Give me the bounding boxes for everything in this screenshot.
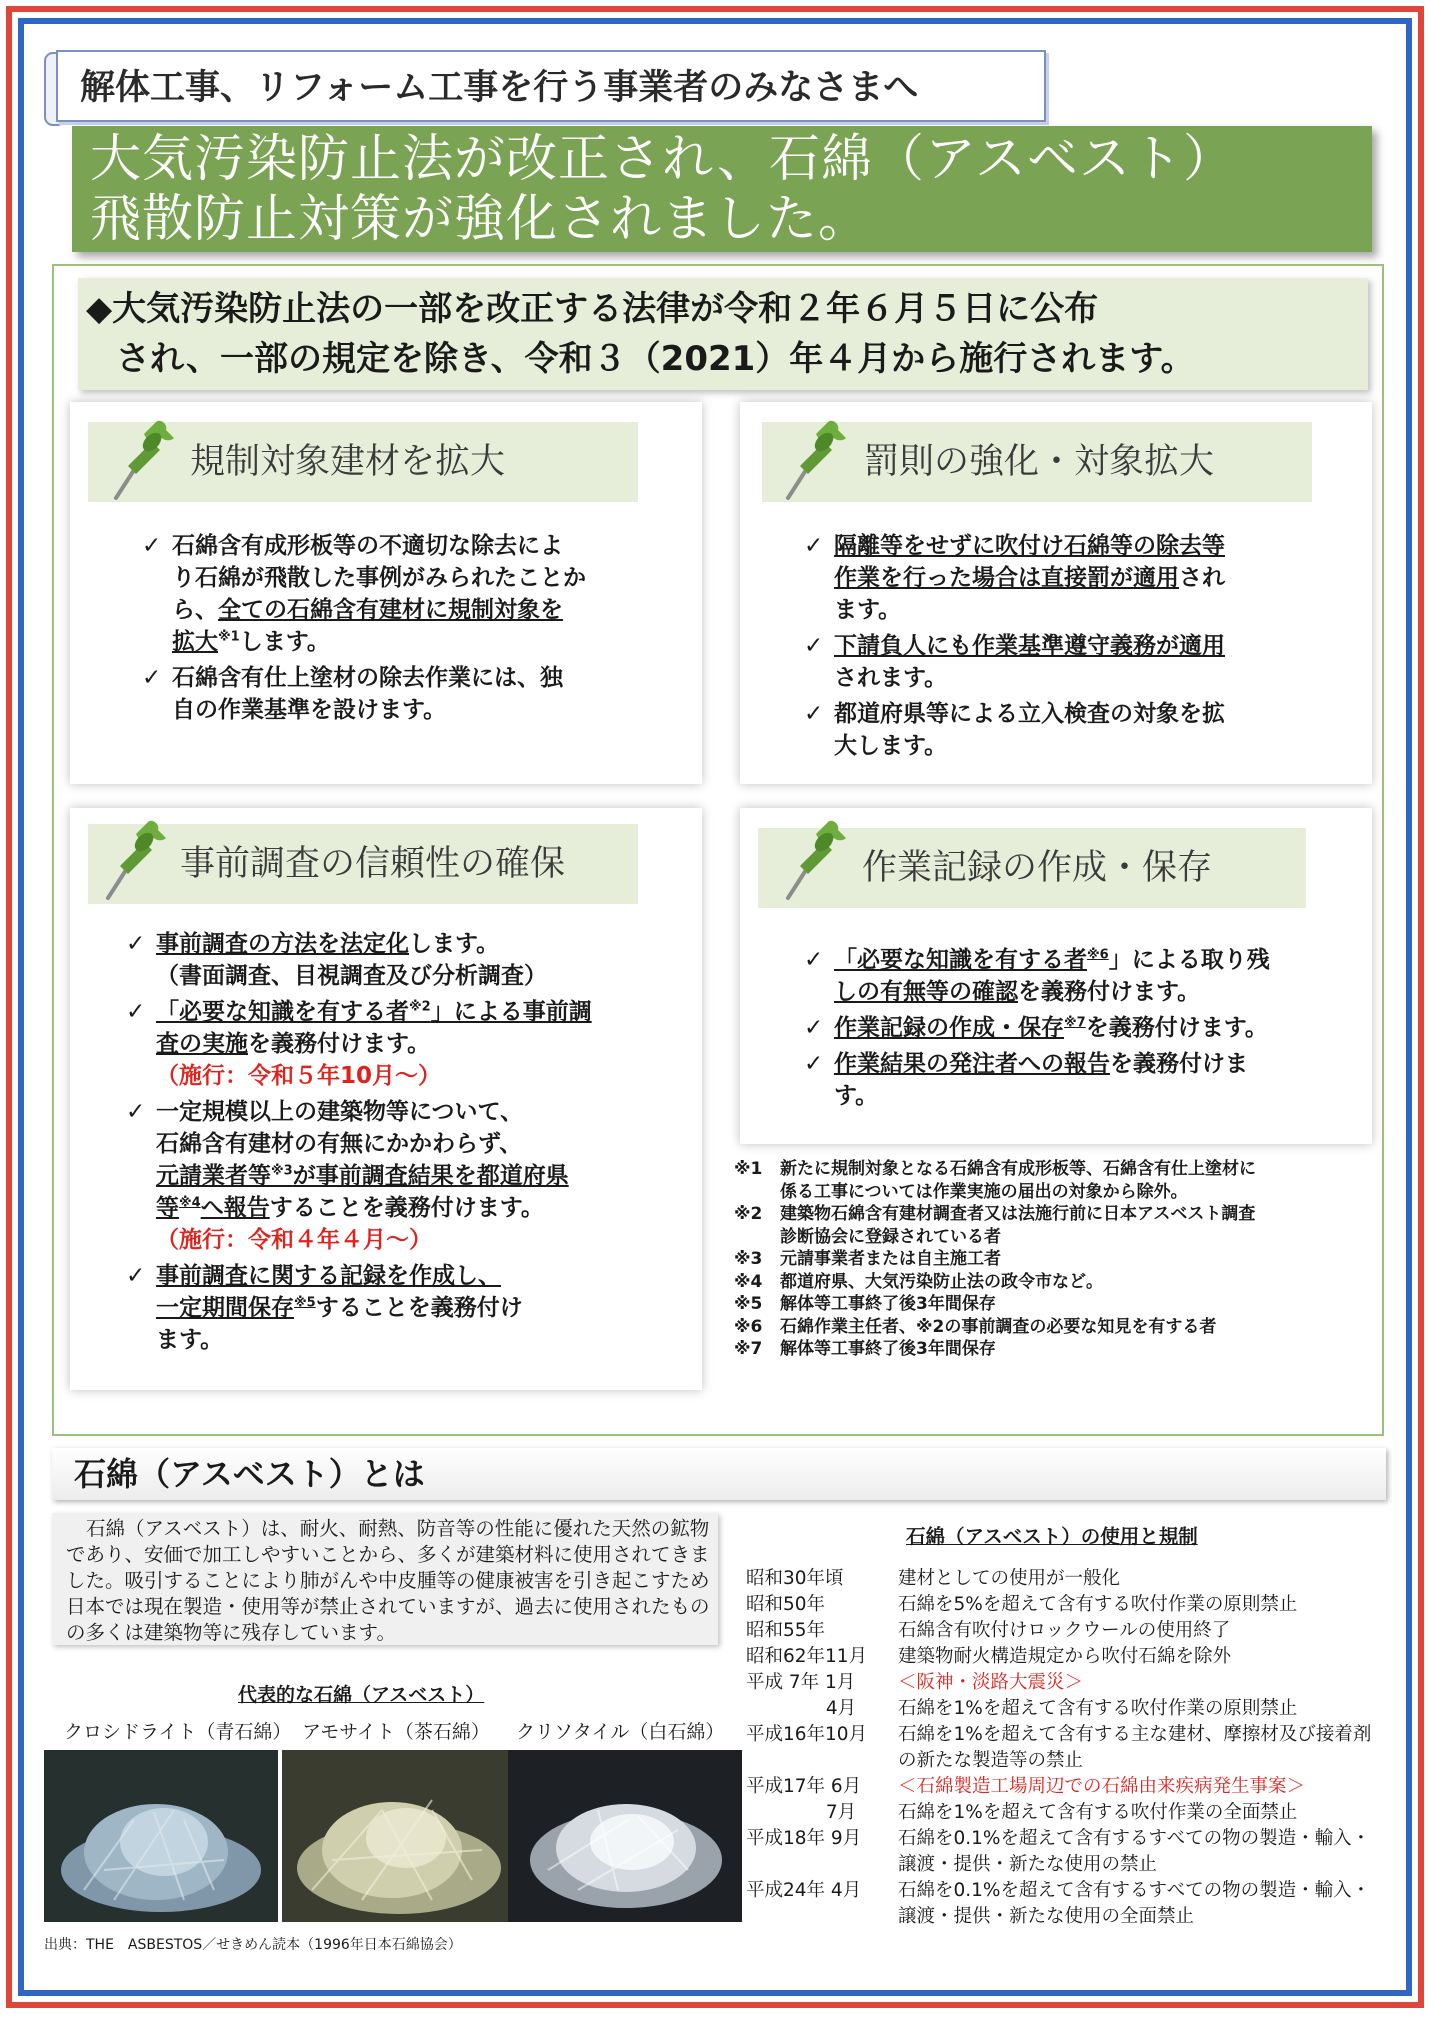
push-pin-icon [780, 412, 850, 502]
check-icon: ✓ [142, 665, 162, 691]
card-survey-title-text: 事前調査の信頼性の確保 [180, 844, 566, 884]
list-item: ✓ 作業記録の作成・保存$^{※7}$を義務付けます。 [804, 1012, 1344, 1044]
footnotes [734, 1158, 1374, 1361]
push-pin-icon [108, 412, 178, 502]
title-line-1: 大気汚染防止法が改正され、石綿（アスベスト） [90, 130, 1236, 189]
crocidolite-photo [44, 1750, 278, 1922]
timeline-row: 昭和55年 石綿含有吹付けロックウールの使用終了 [746, 1620, 1231, 1641]
title-line-2: 飛散防止対策が強化されました。 [90, 190, 871, 249]
timeline-row: 平成18年 9月 石綿を0.1%を超えて含有するすべての物の製造・輸入・譲渡・提供・新たな使用の禁止 [746, 1828, 1371, 1875]
timeline-row: 昭和30年頃 建材としての使用が一般化 [746, 1568, 1121, 1589]
asbestos-intro [52, 1513, 718, 1645]
list-item: ✓ 石綿含有仕上塗材の除去作業には、独 自の作業基準を設けます。 [142, 662, 682, 726]
timeline [746, 1566, 1386, 1930]
amosite-photo [282, 1750, 516, 1922]
footnote: ※3 元請事業者または自主施工者 [734, 1249, 1001, 1269]
lead-line-2: され、一部の規定を除き、令和３（2021）年４月から施行されます。 [116, 339, 1195, 379]
card-regulation-list [142, 530, 682, 730]
list-item: ✓ 隔離等をせずに吹付け石綿等の除去等 作業を行った場合は直接罰が適用され ます。 [804, 530, 1344, 626]
list-item: ✓ 事前調査に関する記録を作成し、 一定期間保存$^{※5}$することを義務付け ます。 [126, 1260, 696, 1356]
push-pin-icon [780, 812, 850, 902]
timeline-row: 平成 7年 1月 ＜阪神・淡路大震災＞ [746, 1672, 1084, 1693]
check-icon: ✓ [804, 633, 824, 659]
lead-announcement [78, 278, 1368, 390]
section-heading-asbestos: 石綿（アスベスト）とは [52, 1448, 1386, 1500]
chrysotile-photo [508, 1750, 742, 1922]
timeline-row: 4月 石綿を1%を超えて含有する吹付作業の原則禁止 [746, 1698, 1298, 1719]
check-icon: ✓ [804, 947, 824, 973]
effective-date-note: （施行：令和４年４月～） [156, 1227, 432, 1253]
card-record-list [804, 944, 1344, 1116]
timeline-row: 7月 石綿を1%を超えて含有する吹付作業の全面禁止 [746, 1802, 1298, 1823]
card-survey-title [88, 824, 638, 904]
list-item: ✓ 下請負人にも作業基準遵守義務が適用 されます。 [804, 630, 1344, 694]
lead-line-1: ◆大気汚染防止法の一部を改正する法律が令和２年６月５日に公布 [86, 289, 1099, 329]
list-item: ✓ 事前調査の方法を法定化します。 （書面調査、目視調査及び分析調査） [126, 928, 696, 992]
check-icon: ✓ [804, 1015, 824, 1041]
check-icon: ✓ [126, 999, 146, 1025]
photos-title: 代表的な石綿（アスベスト） [238, 1684, 485, 1706]
card-penalty-title-text: 罰則の強化・対象拡大 [864, 442, 1215, 482]
timeline-title: 石綿（アスベスト）の使用と規制 [906, 1525, 1198, 1548]
timeline-row: 昭和50年 石綿を5%を超えて含有する吹付作業の原則禁止 [746, 1594, 1298, 1615]
list-item: ✓ 「必要な知識を有する者$^{※2}$」による事前調 査の実施を義務付けます。 （施行：令和５年10月～） [126, 996, 696, 1092]
title-banner [72, 126, 1372, 252]
list-item: ✓ 「必要な知識を有する者$^{※6}$」による取り残 しの有無等の確認を義務付けます。 [804, 944, 1344, 1008]
check-icon: ✓ [804, 533, 824, 559]
photo-caption-crocidolite: クロシドライト（青石綿） [64, 1721, 292, 1743]
check-icon: ✓ [804, 701, 824, 727]
check-icon: ✓ [804, 1051, 824, 1077]
push-pin-icon [100, 812, 170, 902]
card-survey-list [126, 928, 696, 1360]
timeline-row: 昭和62年11月 建築物耐火構造規定から吹付石綿を除外 [746, 1646, 1232, 1667]
footnote: ※4 都道府県、大気汚染防止法の政令市など。 [734, 1271, 1103, 1292]
check-icon: ✓ [126, 931, 146, 957]
footnote: ※2 建築物石綿含有建材調査者又は法施行前に日本アスベスト調査 診断協会に登録されている者 [734, 1204, 1256, 1247]
photo-caption-chrysotile: クリソタイル（白石綿） [516, 1721, 725, 1743]
footnote: ※7 解体等工事終了後3年間保存 [734, 1339, 996, 1359]
timeline-row: 平成17年 6月 ＜石綿製造工場周辺での石綿由来疾病発生事案＞ [746, 1776, 1306, 1797]
footnote: ※1 新たに規制対象となる石綿含有成形板等、石綿含有仕上塗材に 係る工事については作業実施の届出の対象から除外。 [734, 1159, 1256, 1202]
list-item: ✓ 作業結果の発注者への報告を義務付けま す。 [804, 1048, 1344, 1112]
timeline-row: 平成16年10月 石綿を1%を超えて含有する主な建材、摩擦材及び接着剤の新たな製造等の禁止 [746, 1724, 1372, 1771]
effective-date-note: （施行：令和５年10月～） [156, 1063, 442, 1089]
check-icon: ✓ [126, 1263, 146, 1289]
timeline-row: 平成24年 4月 石綿を0.1%を超えて含有するすべての物の製造・輸入・譲渡・提供・新たな使用の全面禁止 [746, 1880, 1371, 1927]
list-item: ✓ 都道府県等による立入検査の対象を拡 大します。 [804, 698, 1344, 762]
list-item: ✓ 一定規模以上の建築物等について、 石綿含有建材の有無にかかわらず、 元請業者等$^{※3}$が事前調査結果を都道府県 等$^{※4}$へ報告することを義務付けます。 （施行：令和４年４月～） [126, 1096, 696, 1256]
check-icon: ✓ [126, 1099, 146, 1125]
card-penalty-list [804, 530, 1344, 766]
card-record-title-text: 作業記録の作成・保存 [862, 848, 1213, 888]
photo-source: 出典：THE ASBESTOS／せきめん読本（1996年日本石綿協会） [44, 1937, 462, 1953]
asbestos-intro-text: 石綿（アスベスト）は、耐火、耐熱、防音等の性能に優れた天然の鉱物であり、安価で加工しやすいことから、多くが建築材料に使用されてきました。吸引することにより肺がんや中皮腫等の健康被害を引き起こすため日本では現在製造・使用等が禁止されていますが、過去に使用されたものの多くは建築物等に残存しています。 [66, 1517, 710, 1644]
footnote: ※5 解体等工事終了後3年間保存 [734, 1294, 996, 1314]
list-item: ✓ 石綿含有成形板等の不適切な除去によ り石綿が飛散した事例がみられたことか ら、全ての石綿含有建材に規制対象を 拡大$^{※1}$します。 [142, 530, 682, 658]
check-icon: ✓ [142, 533, 162, 559]
audience-banner: 解体工事、リフォーム工事を行う事業者のみなさまへ [56, 50, 1046, 122]
card-regulation-title-text: 規制対象建材を拡大 [190, 442, 506, 482]
photo-caption-amosite: アモサイト（茶石綿） [302, 1721, 490, 1743]
footnote: ※6 石綿作業主任者、※2の事前調査の必要な知見を有する者 [734, 1316, 1217, 1337]
